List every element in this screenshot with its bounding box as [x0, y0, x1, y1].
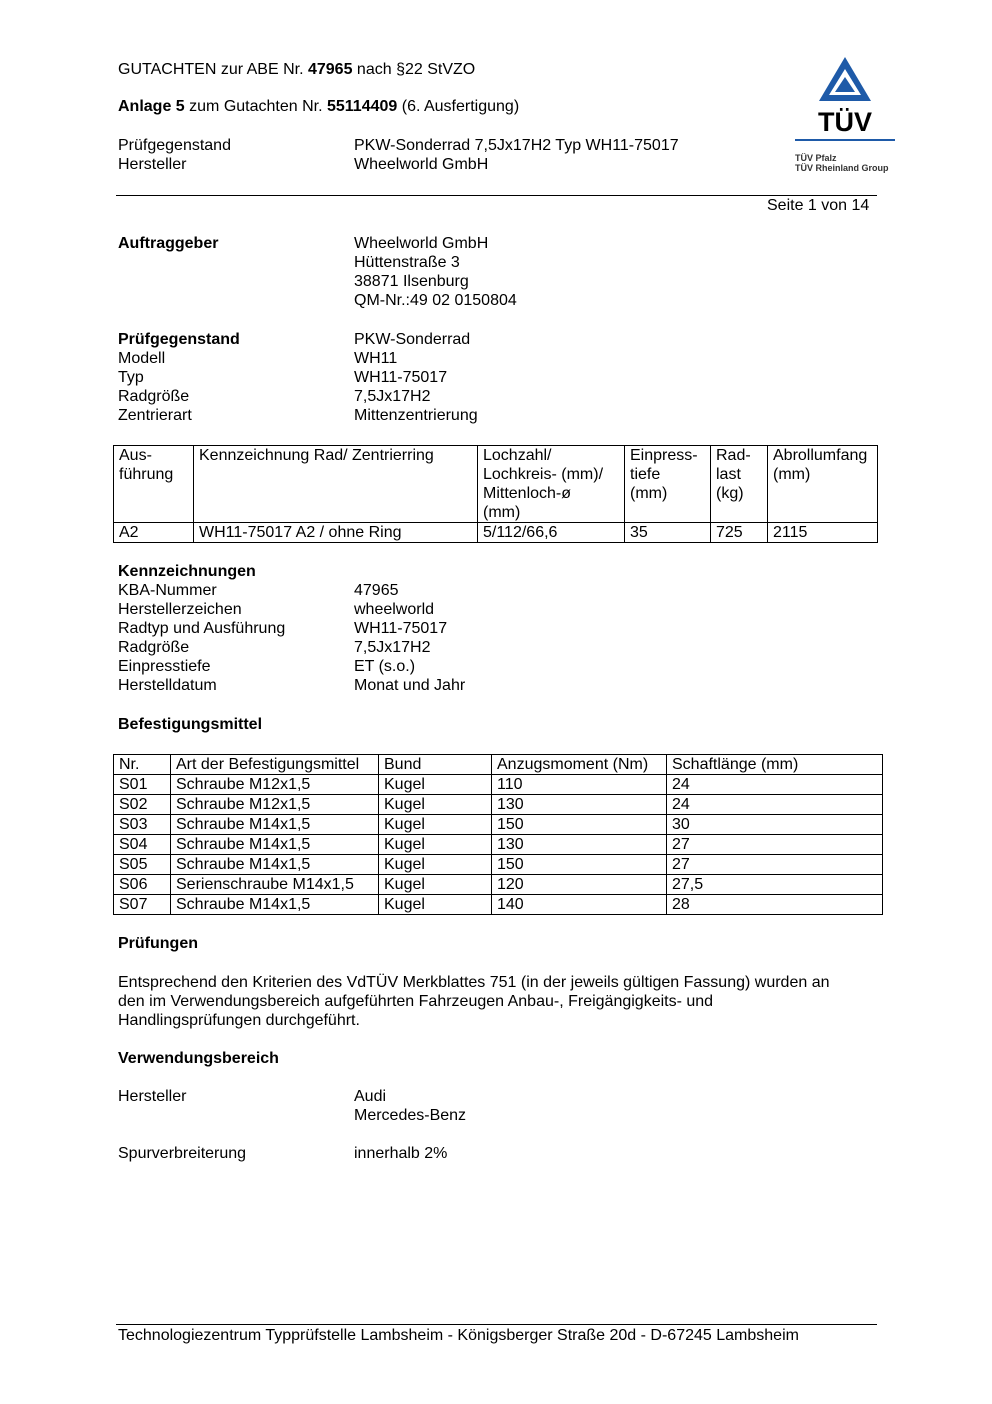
header-text: Abrollumfang — [773, 447, 868, 464]
kennzeichnungen-title: Kennzeichnungen — [118, 563, 256, 580]
footer-divider — [116, 1324, 877, 1325]
pruefgegenstand-row — [118, 349, 718, 368]
table-cell: 28 — [667, 895, 883, 915]
table-header-cell: Schaftlänge (mm) — [667, 755, 883, 775]
kennzeichnung-value: Monat und Jahr — [354, 677, 466, 694]
table-header-cell: Nr. — [114, 755, 171, 775]
table-header-cell — [478, 446, 625, 523]
table-header-cell: Bund — [379, 755, 492, 775]
header-line1-prefix: GUTACHTEN zur ABE Nr. — [118, 61, 304, 78]
logo-line1: TÜV Pfalz — [795, 153, 837, 163]
footer-text: Technologiezentrum Typprüfstelle Lambsheim - Königsberger Straße 20d - D-67245 Lambsheim — [118, 1327, 799, 1344]
pruefgegenstand-value: WH11 — [354, 350, 398, 367]
table-cell: 24 — [667, 775, 883, 795]
auftraggeber-line: Wheelworld GmbH — [354, 235, 489, 252]
table-cell: S03 — [114, 815, 171, 835]
verwendung-hersteller-label: Hersteller — [118, 1088, 187, 1105]
table-header-cell — [194, 446, 478, 523]
header-info-label: Prüfgegenstand — [118, 137, 231, 154]
section-title-row — [118, 562, 718, 581]
table-cell: Schraube M12x1,5 — [171, 775, 379, 795]
table-cell: Serienschraube M14x1,5 — [171, 875, 379, 895]
table-cell: 130 — [492, 835, 667, 855]
table-row — [114, 775, 883, 795]
table-header-row — [114, 446, 878, 523]
kennzeichnung-label: Radgröße — [118, 639, 190, 656]
table-cell: S05 — [114, 855, 171, 875]
table-cell: 27 — [667, 855, 883, 875]
kennzeichnung-row — [118, 600, 718, 619]
pruefgegenstand-section — [118, 330, 718, 425]
header-text: Kennzeichnung Rad/ Zentrierring — [199, 447, 434, 464]
pruefgegenstand-title: Prüfgegenstand — [118, 331, 240, 348]
table-header-cell — [114, 446, 194, 523]
pruefgegenstand-value: PKW-Sonderrad — [354, 331, 471, 348]
kennzeichnungen-section — [118, 562, 718, 695]
verwendung-section — [118, 1087, 718, 1163]
table-cell: Schraube M14x1,5 — [171, 895, 379, 915]
tuv-triangle-icon — [795, 55, 895, 139]
table-cell: 35 — [625, 523, 711, 543]
kennzeichnung-label: KBA-Nummer — [118, 582, 217, 599]
table-row — [114, 523, 878, 543]
table-cell: Kugel — [379, 815, 492, 835]
befestigung-title-wrap — [118, 715, 262, 734]
header-info-row — [118, 136, 738, 155]
kennzeichnung-label: Herstelldatum — [118, 677, 217, 694]
tuv-logo-text: TÜV — [818, 107, 872, 137]
verwendung-title-wrap — [118, 1049, 279, 1068]
ausfuehrung-table — [113, 445, 878, 543]
table-header-row — [114, 755, 883, 775]
logo-line2: TÜV Rheinland Group — [795, 163, 889, 173]
kennzeichnung-value: 7,5Jx17H2 — [354, 639, 431, 656]
verwendung-hersteller-value: Mercedes-Benz — [354, 1107, 467, 1124]
gutachten-number: 55114409 — [326, 98, 398, 115]
paragraph-line: Handlingsprüfungen durchgeführt. — [118, 1012, 360, 1029]
header-text: Rad- — [716, 447, 751, 464]
table-cell: 2115 — [768, 523, 878, 543]
pruefgegenstand-value: WH11-75017 — [354, 369, 448, 386]
tuv-logo — [795, 55, 895, 180]
header-info-value: PKW-Sonderrad 7,5Jx17H2 Typ WH11-75017 — [354, 137, 679, 154]
table-cell: S04 — [114, 835, 171, 855]
auftraggeber-row — [118, 272, 718, 291]
table-cell: Schraube M12x1,5 — [171, 795, 379, 815]
table-header-cell — [711, 446, 768, 523]
pruefungen-title: Prüfungen — [118, 935, 198, 952]
auftraggeber-label: Auftraggeber — [118, 235, 219, 252]
header-info-row — [118, 155, 738, 174]
header-text: tiefe — [630, 466, 661, 483]
header-text: (mm) — [483, 504, 521, 521]
paragraph-line: Entsprechend den Kriterien des VdTÜV Merkblattes 751 (in der jeweils gültigen Fassung) wurden an — [118, 974, 830, 991]
table-cell: Kugel — [379, 835, 492, 855]
paragraph-line: den im Verwendungsbereich aufgeführten Fahrzeugen Anbau-, Freigängigkeits- und — [118, 993, 714, 1010]
auftraggeber-row — [118, 253, 718, 272]
table-cell: S06 — [114, 875, 171, 895]
table-cell: WH11-75017 A2 / ohne Ring — [194, 523, 478, 543]
header-info-value: Wheelworld GmbH — [354, 156, 489, 173]
verwendung-hersteller-value: Audi — [354, 1088, 387, 1105]
table-cell: 725 — [711, 523, 768, 543]
header-text: (mm) — [773, 466, 811, 483]
table-cell: Kugel — [379, 895, 492, 915]
table-cell: 150 — [492, 855, 667, 875]
befestigung-title: Befestigungsmittel — [118, 716, 263, 733]
table-row — [114, 795, 883, 815]
page-number: Seite 1 von 14 — [767, 197, 870, 214]
logo-rule — [795, 139, 895, 141]
table-cell: Kugel — [379, 795, 492, 815]
auftraggeber-line: Hüttenstraße 3 — [354, 254, 460, 271]
header-text: Lochzahl/ — [483, 447, 552, 464]
header-line1 — [118, 60, 475, 79]
table-cell: 120 — [492, 875, 667, 895]
header-divider — [116, 195, 877, 196]
table-cell: 27 — [667, 835, 883, 855]
auftraggeber-row — [118, 291, 718, 310]
kennzeichnung-value: ET (s.o.) — [354, 658, 416, 675]
auftraggeber-line: 38871 Ilsenburg — [354, 273, 469, 290]
table-header-cell — [625, 446, 711, 523]
header-line1-suffix: nach §22 StVZO — [356, 61, 476, 78]
kennzeichnung-row — [118, 619, 718, 638]
pruefgegenstand-row — [118, 330, 718, 349]
table-cell: 24 — [667, 795, 883, 815]
header-text: Aus- — [119, 447, 152, 464]
pruefgegenstand-value: Mittenzentrierung — [354, 407, 478, 424]
kennzeichnung-value: WH11-75017 — [354, 620, 448, 637]
table-cell: 5/112/66,6 — [478, 523, 625, 543]
abe-number: 47965 — [307, 61, 353, 78]
table-cell: S01 — [114, 775, 171, 795]
auftraggeber-line: QM-Nr.:49 02 0150804 — [354, 292, 517, 309]
pruefgegenstand-value: 7,5Jx17H2 — [354, 388, 431, 405]
pruefungen-title-wrap — [118, 934, 198, 953]
auftraggeber-row — [118, 234, 718, 253]
header-line2-mid: zum Gutachten Nr. — [189, 98, 323, 115]
header-text: Lochkreis- (mm)/ — [483, 466, 604, 483]
table-cell: S07 — [114, 895, 171, 915]
table-cell: Schraube M14x1,5 — [171, 855, 379, 875]
kennzeichnung-value: 47965 — [354, 582, 399, 599]
table-cell: 30 — [667, 815, 883, 835]
kennzeichnung-label: Herstellerzeichen — [118, 601, 242, 618]
verwendung-row — [118, 1144, 718, 1163]
pruefgegenstand-label: Radgröße — [118, 388, 190, 405]
kennzeichnung-value: wheelworld — [354, 601, 435, 618]
table-cell: Schraube M14x1,5 — [171, 815, 379, 835]
table-header-cell: Anzugsmoment (Nm) — [492, 755, 667, 775]
header-text: last — [716, 466, 741, 483]
pruefgegenstand-label: Modell — [118, 350, 166, 367]
anlage-label: Anlage 5 — [118, 98, 185, 115]
table-cell: 27,5 — [667, 875, 883, 895]
table-row — [114, 855, 883, 875]
table-cell: Kugel — [379, 875, 492, 895]
spacer-row — [118, 1125, 718, 1144]
kennzeichnung-row — [118, 638, 718, 657]
table-cell: A2 — [114, 523, 194, 543]
verwendung-row — [118, 1087, 718, 1106]
table-cell: Kugel — [379, 855, 492, 875]
table-row — [114, 875, 883, 895]
header-info-label: Hersteller — [118, 156, 187, 173]
verwendung-title: Verwendungsbereich — [118, 1050, 279, 1067]
table-row — [114, 835, 883, 855]
kennzeichnung-row — [118, 657, 718, 676]
header-text: (kg) — [716, 485, 744, 502]
kennzeichnung-label: Radtyp und Ausführung — [118, 620, 286, 637]
pruefgegenstand-row — [118, 368, 718, 387]
table-cell: Kugel — [379, 775, 492, 795]
header-line2 — [118, 97, 519, 116]
kennzeichnung-label: Einpresstiefe — [118, 658, 211, 675]
header-text: Einpress- — [630, 447, 698, 464]
table-cell: S02 — [114, 795, 171, 815]
auftraggeber-section — [118, 234, 718, 310]
header-text: Mittenloch-ø — [483, 485, 572, 502]
spurverbreiterung-label: Spurverbreiterung — [118, 1145, 247, 1162]
header-info — [118, 136, 738, 174]
table-cell: 140 — [492, 895, 667, 915]
table-cell: Schraube M14x1,5 — [171, 835, 379, 855]
pruefgegenstand-row — [118, 387, 718, 406]
table-header-cell — [768, 446, 878, 523]
pruefgegenstand-label: Typ — [118, 369, 144, 386]
table-cell: 110 — [492, 775, 667, 795]
header-line2-suffix: (6. Ausfertigung) — [401, 98, 520, 115]
header-text: führung — [119, 466, 174, 483]
befestigung-table — [113, 754, 883, 915]
kennzeichnung-row — [118, 581, 718, 600]
header-text: (mm) — [630, 485, 668, 502]
pruefgegenstand-row — [118, 406, 718, 425]
table-row — [114, 895, 883, 915]
table-header-cell: Art der Befestigungsmittel — [171, 755, 379, 775]
pruefgegenstand-label: Zentrierart — [118, 407, 192, 424]
spurverbreiterung-value: innerhalb 2% — [354, 1145, 448, 1162]
verwendung-row — [118, 1106, 718, 1125]
table-cell: 130 — [492, 795, 667, 815]
table-cell: 150 — [492, 815, 667, 835]
pruefungen-paragraph — [118, 973, 878, 1030]
table-row — [114, 815, 883, 835]
kennzeichnung-row — [118, 676, 718, 695]
